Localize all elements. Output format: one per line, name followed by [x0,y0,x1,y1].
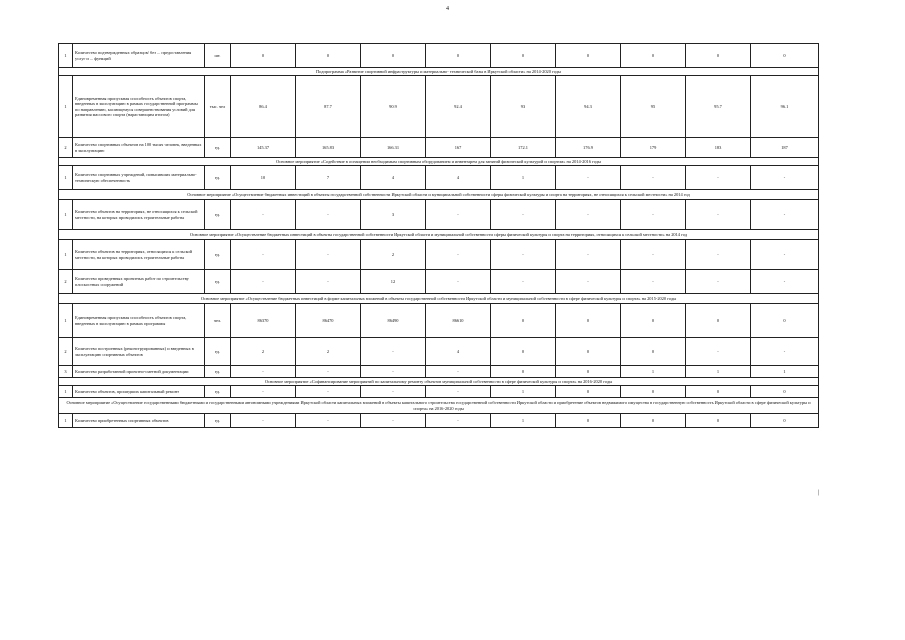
indicator-name: Количество разработанной проектно-сметной документации [73,366,205,378]
value-cell: 187 [751,138,819,158]
value-cell: 0 [751,44,819,68]
value-cell: - [426,386,491,398]
value-cell: 2 [361,240,426,270]
value-cell: - [361,414,426,428]
section-row [59,294,819,304]
value-cell: 90.9 [361,76,426,138]
row-number: 2 [59,138,73,158]
table-row [59,44,819,68]
indicator-name: Количество подтвержденных образцов/ без ... предоставления услуг и ... функций [73,44,205,68]
value-cell: 0 [686,44,751,68]
table-row [59,304,819,338]
indicator-name: Количество проведенных проектных работ по строительству плоскостных сооружений [73,270,205,294]
value-cell: 12 [361,270,426,294]
table-row [59,366,819,378]
value-cell: - [231,414,296,428]
value-cell: - [686,166,751,190]
value-cell: - [361,338,426,366]
value-cell: - [751,338,819,366]
value-cell: 0 [556,44,621,68]
row-number: 3 [59,366,73,378]
value-cell: 0 [751,386,819,398]
value-cell: - [556,166,621,190]
indicator-name: Единовременная пропускная способность объектов спорта, введенных в эксплуатацию в рамках государственной программы по направлению, касающемуся совершенствования условий для развития массового спорта (нарастающим итогом) [73,76,205,138]
value-cell: - [361,366,426,378]
value-cell: - [426,270,491,294]
value-cell: - [621,200,686,230]
unit-cell: ед. [205,414,231,428]
value-cell: 0 [686,414,751,428]
value-cell: 0 [491,44,556,68]
value-cell: - [751,240,819,270]
unit-cell: ед. [205,386,231,398]
value-cell: 3 [361,200,426,230]
value-cell: 2 [231,338,296,366]
value-cell: 0 [621,44,686,68]
value-cell: - [231,386,296,398]
value-cell: - [556,240,621,270]
value-cell: 4 [426,166,491,190]
indicator-name: Количество построенных (реконструированных) и введенных в эксплуатацию спортивных объектов [73,338,205,366]
section-heading: Основное мероприятие «Осуществление бюджетных инвестиций в объекты государственной собственности Иркутской области и муниципальной собственности сферы физической культуры и спорта на территориях, относящихся к сельской местности» на 2014 год [59,230,819,240]
indicator-name: Количество объектов на территориях, относящихся к сельской местности, на которых проводились строительные работы [73,240,205,270]
value-cell: - [621,166,686,190]
unit-cell: ед. [205,366,231,378]
section-heading: Основное мероприятие «Содействие в оснащении необходимым спортивным оборудованием и инвентарем для занятий физической культурой и спортом» на 2014-2016 годы [59,158,819,166]
unit-cell: ед. [205,338,231,366]
section-heading: Основное мероприятие «Осуществление бюджетных инвестиций в объекты государственной собственности Иркутской области и муниципальной собственности сферы физической культуры и спорта на территориях, не относящихся к сельской местности» на 2014 год [59,190,819,200]
value-cell: 86470 [296,304,361,338]
value-cell: 0 [491,304,556,338]
value-cell: 0 [556,304,621,338]
table-row [59,166,819,190]
row-number: 1 [59,386,73,398]
row-number: 1 [59,166,73,190]
value-cell: 179 [621,138,686,158]
value-cell: 0 [556,366,621,378]
value-cell: 0 [361,44,426,68]
value-cell: - [491,240,556,270]
value-cell: 165.83 [296,138,361,158]
value-cell: 2 [296,338,361,366]
unit-cell: ед. [205,200,231,230]
value-cell: - [296,366,361,378]
value-cell: - [751,200,819,230]
indicator-name: Количество спортивных объектов на 100 тысяч человек, введенных в эксплуатацию [73,138,205,158]
unit-cell: ед. [205,166,231,190]
table-row [59,76,819,138]
value-cell: - [296,240,361,270]
value-cell: 0 [231,44,296,68]
indicator-name: Количество объектов на территориях, не относящихся к сельской местности, на которых проводились строительные работы [73,200,205,230]
value-cell: 0 [491,338,556,366]
value-cell: - [686,240,751,270]
value-cell: - [296,200,361,230]
value-cell: - [556,270,621,294]
row-number: 1 [59,240,73,270]
value-cell: 86.4 [231,76,296,138]
value-cell: 0 [621,414,686,428]
value-cell: - [491,270,556,294]
value-cell: 1 [751,366,819,378]
row-number: 1 [59,76,73,138]
indicators-table [58,43,819,428]
value-cell: 96.1 [751,76,819,138]
table-row [59,386,819,398]
value-cell: - [426,414,491,428]
value-cell: 0 [621,304,686,338]
value-cell: 86610 [426,304,491,338]
section-row [59,190,819,200]
section-row [59,378,819,386]
indicator-name: Количество объектов, прошедших капитальный ремонт [73,386,205,398]
unit-cell: тыс. чел [205,76,231,138]
unit-cell: ед. [205,138,231,158]
value-cell: - [426,366,491,378]
value-cell: - [231,366,296,378]
value-cell: 1 [491,166,556,190]
value-cell: 86370 [231,304,296,338]
row-number: 1 [59,44,73,68]
section-row [59,158,819,166]
value-cell: 10 [231,166,296,190]
unit-cell: чел. [205,304,231,338]
value-cell: 7 [296,166,361,190]
value-cell: 4 [361,166,426,190]
row-number: 2 [59,270,73,294]
indicator-name: Количество приобретенных спортивных объектов [73,414,205,428]
value-cell: 0 [686,386,751,398]
value-cell: - [231,200,296,230]
value-cell: 0 [751,414,819,428]
value-cell: - [491,200,556,230]
value-cell: 0 [686,304,751,338]
value-cell: - [686,338,751,366]
value-cell: 0 [491,366,556,378]
value-cell: - [621,240,686,270]
value-cell: - [426,200,491,230]
section-heading: Основное мероприятие «Осуществление государственными бюджетными и государственными автономными учреждениями Иркутской области капитальных вложений в объекты капитального строительства государственной собственности Иркутской области и приобретение объектов недвижимого имущества в государственную собственность Иркутской области в сфере физической культуры и спорта» на 2016-2020 годы [59,398,819,414]
value-cell: - [296,386,361,398]
row-number: 1 [59,200,73,230]
section-heading: Основное мероприятие «Софинансирование мероприятий по капитальному ремонту объектов муниципальной собственности в сфере физической культуры и спорта» на 2016-2020 годы [59,378,819,386]
value-cell: 93 [491,76,556,138]
value-cell: 166.31 [361,138,426,158]
value-cell: - [751,166,819,190]
table-row [59,338,819,366]
value-cell: 172.1 [491,138,556,158]
value-cell: 95.7 [686,76,751,138]
section-heading: Основное мероприятие «Осуществление бюджетных инвестиций в форме капитальных вложений в объекты государственной собственности Иркутской области и муниципальной собственности в сфере физической культуры и спорта» на 2015-2020 годы [59,294,819,304]
value-cell: 0 [621,338,686,366]
value-cell: 0 [556,386,621,398]
value-cell: - [621,270,686,294]
value-cell: - [556,200,621,230]
indicator-name: Количество спортивных учреждений, повысивших материально-техническую обеспеченность [73,166,205,190]
section-row [59,230,819,240]
value-cell: 183 [686,138,751,158]
value-cell: 0 [556,338,621,366]
row-number: 2 [59,338,73,366]
value-cell: - [296,270,361,294]
row-number: 1 [59,304,73,338]
value-cell: 0 [751,304,819,338]
section-row [59,398,819,414]
value-cell: 145.37 [231,138,296,158]
value-cell: 92.4 [426,76,491,138]
table-row [59,200,819,230]
value-cell: - [686,270,751,294]
table-row [59,138,819,158]
value-cell: 0 [296,44,361,68]
section-heading: Подпрограмма «Развитие спортивной инфраструктуры и материально- технической базы в Иркутской области» на 2014-2020 годы [59,68,819,76]
value-cell: 87.7 [296,76,361,138]
value-cell: 95 [621,76,686,138]
unit-cell: ед. [205,270,231,294]
value-cell: - [751,270,819,294]
value-cell: 4 [426,338,491,366]
value-cell: 1 [491,386,556,398]
value-cell: 1 [686,366,751,378]
value-cell: - [296,414,361,428]
value-cell: 86490 [361,304,426,338]
unit-cell: шт. [205,44,231,68]
unit-cell: ед. [205,240,231,270]
table-row [59,270,819,294]
value-cell: 1 [491,414,556,428]
value-cell: 0 [621,386,686,398]
value-cell: - [231,240,296,270]
table-row [59,414,819,428]
page-number: 4 [446,6,449,12]
value-cell: - [361,386,426,398]
value-cell: - [686,200,751,230]
row-number: 1 [59,414,73,428]
indicator-name: Единовременная пропускная способность объектов спорта, введенных в эксплуатацию в рамках программы [73,304,205,338]
table-row [59,240,819,270]
value-cell: - [426,240,491,270]
value-cell: 167 [426,138,491,158]
value-cell: 0 [426,44,491,68]
value-cell: 0 [556,414,621,428]
section-row [59,68,819,76]
value-cell: 1 [621,366,686,378]
margin-mark: | [818,490,820,496]
value-cell: 176.9 [556,138,621,158]
value-cell: - [231,270,296,294]
value-cell: 94.3 [556,76,621,138]
